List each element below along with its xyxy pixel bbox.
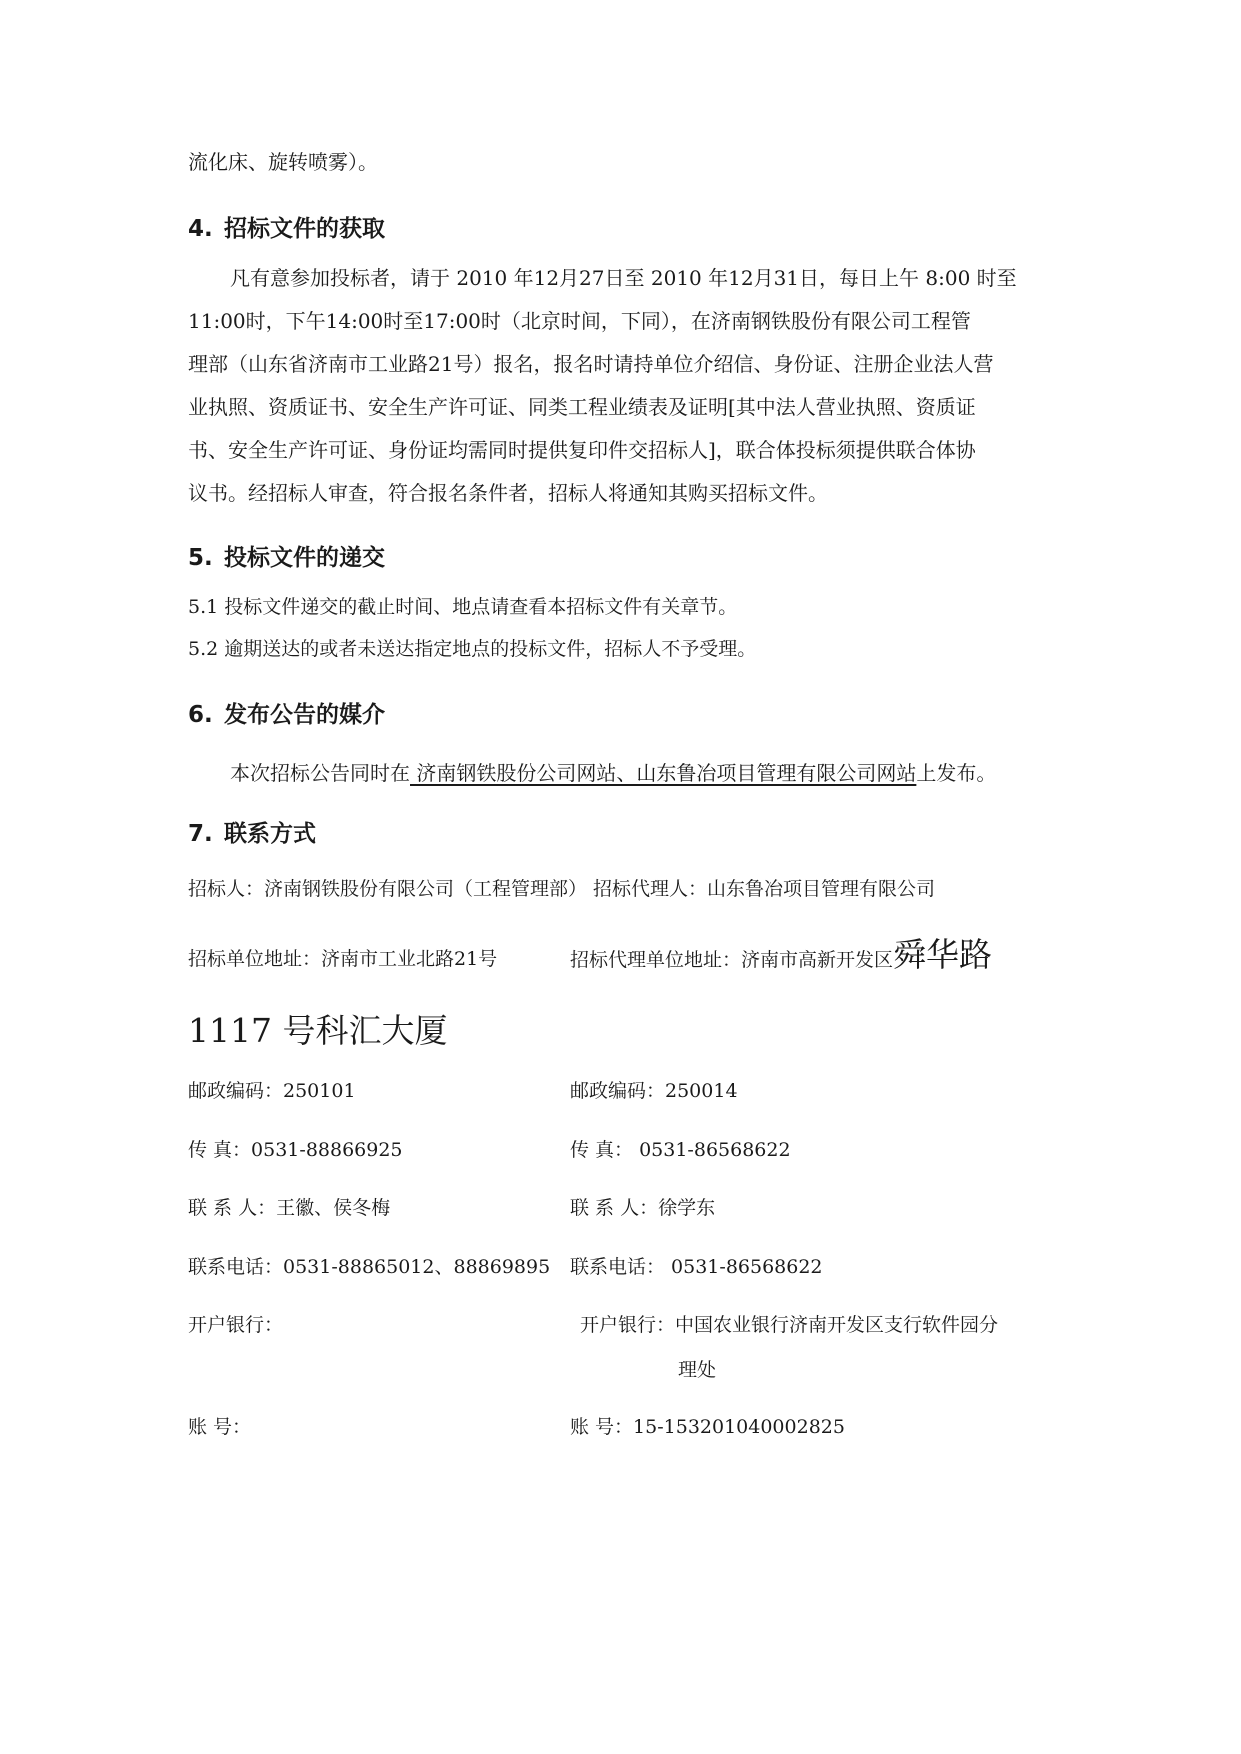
section-4-heading	[188, 218, 385, 241]
tenderer-fax: 传 真：0531-88866925	[188, 1139, 403, 1161]
section-5-heading	[188, 547, 385, 570]
section-4-line: 凡有意参加投标者，请于 2010 年12月27日至 2010 年12月31日，每日上午 8:00 时至	[230, 266, 1017, 290]
section-number: 5.	[188, 545, 213, 571]
intro-tail: 流化床、旋转喷雾）。	[188, 150, 378, 174]
agent-postcode: 邮政编码：250014	[570, 1080, 738, 1102]
section-title: 联系方式	[224, 821, 316, 847]
section-number: 7.	[188, 821, 213, 847]
section-4-line: 书、安全生产许可证、身份证均需同时提供复印件交招标人]，联合体投标须提供联合体协	[188, 438, 976, 462]
agent-address-road: 舜华路	[893, 935, 993, 974]
media-prefix: 本次招标公告同时在	[230, 761, 410, 785]
section-title: 发布公告的媒介	[224, 702, 385, 728]
tenderer-line: 招标人：济南钢铁股份有限公司（工程管理部） 招标代理人：山东鲁冶项目管理有限公司	[188, 878, 936, 900]
section-5-item: 5.1 投标文件递交的截止时间、地点请查看本招标文件有关章节。	[188, 596, 738, 618]
agent-address-continuation: 1117 号科汇大厦	[188, 1011, 448, 1050]
media-websites: 济南钢铁股份公司网站、山东鲁冶项目管理有限公司网站	[410, 761, 917, 785]
tenderer-contact: 联 系 人：王徽、侯冬梅	[188, 1197, 391, 1219]
tenderer-address: 招标单位地址：济南市工业北路21号	[188, 948, 498, 970]
section-4-line: 业执照、资质证书、安全生产许可证、同类工程业绩表及证明[其中法人营业执照、资质证	[188, 395, 976, 419]
tenderer-postcode: 邮政编码：250101	[188, 1080, 356, 1102]
section-6-heading	[188, 704, 385, 727]
agent-fax: 传 真： 0531-86568622	[570, 1139, 791, 1161]
agent-address-prefix: 招标代理单位地址：济南市高新开发区	[570, 949, 894, 971]
section-4-line: 理部（山东省济南市工业路21号）报名，报名时请持单位介绍信、身份证、注册企业法人营	[188, 352, 994, 376]
agent-bank-line-2: 理处	[678, 1359, 717, 1381]
section-7-heading	[188, 823, 316, 846]
agent-contact: 联 系 人：徐学东	[570, 1197, 716, 1219]
section-4-line: 11:00时，下午14:00时至17:00时（北京时间，下同），在济南钢铁股份有限公司工程管	[188, 309, 971, 333]
media-suffix: 上发布。	[916, 761, 997, 785]
agent-bank-line-1: 开户银行：中国农业银行济南开发区支行软件园分	[580, 1314, 999, 1336]
agent-account: 账 号：15-153201040002825	[570, 1416, 845, 1438]
tenderer-bank: 开户银行：	[188, 1314, 284, 1336]
section-number: 6.	[188, 702, 213, 728]
section-5-item: 5.2 逾期送达的或者未送达指定地点的投标文件，招标人不予受理。	[188, 638, 757, 660]
tenderer-phone: 联系电话：0531-88865012、88869895	[188, 1256, 551, 1278]
section-4-line: 议书。经招标人审查，符合报名条件者，招标人将通知其购买招标文件。	[188, 481, 828, 505]
media-sentence	[230, 763, 996, 783]
agent-address	[570, 935, 993, 974]
agent-phone: 联系电话： 0531-86568622	[570, 1256, 823, 1278]
section-title: 投标文件的递交	[224, 545, 385, 571]
tenderer-account: 账 号：	[188, 1416, 252, 1438]
section-number: 4.	[188, 216, 213, 242]
section-title: 招标文件的获取	[224, 216, 385, 242]
